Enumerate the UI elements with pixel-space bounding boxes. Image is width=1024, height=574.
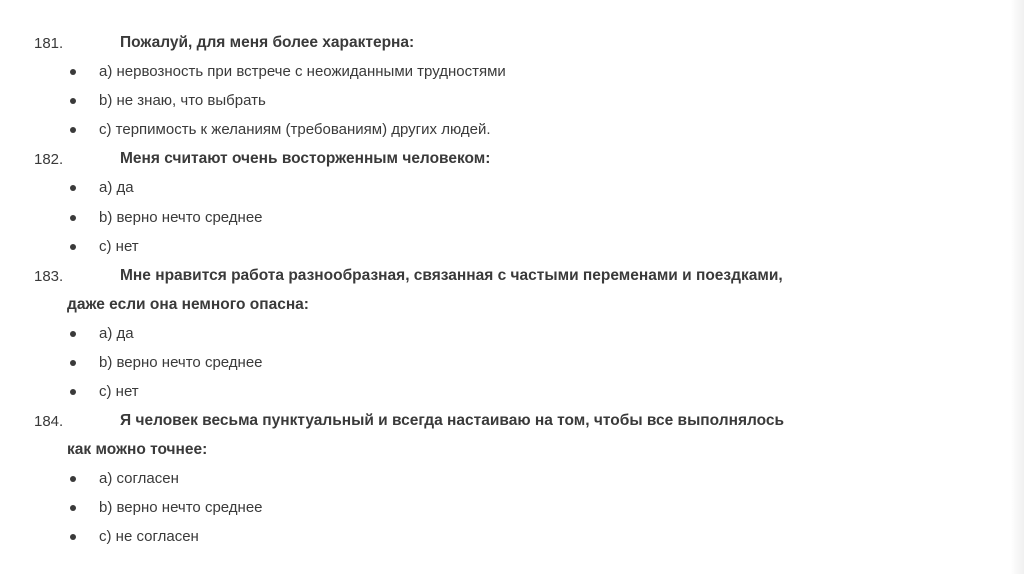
bullet-icon xyxy=(70,98,76,104)
answer-option xyxy=(68,528,199,545)
question-text: Пожалуй, для меня более характерна: xyxy=(120,34,415,51)
bullet-icon xyxy=(70,534,76,540)
answer-option xyxy=(68,209,263,226)
bullet-icon xyxy=(70,505,76,511)
answer-option-label: а) нервозность при встрече с неожиданными трудностями xyxy=(99,63,506,80)
bullet-icon xyxy=(70,185,76,191)
question-number: 184. xyxy=(34,413,64,430)
answer-option xyxy=(68,383,139,400)
bullet-icon xyxy=(70,244,76,250)
answer-option-label: а) да xyxy=(99,179,134,196)
slide-edge-shadow xyxy=(1010,0,1024,574)
answer-option xyxy=(68,238,139,255)
answer-option xyxy=(68,354,263,371)
answer-option-label: с) терпимость к желаниям (требованиям) других людей. xyxy=(99,121,491,138)
answer-option-label: а) да xyxy=(99,325,134,342)
bullet-icon xyxy=(70,360,76,366)
bullet-icon xyxy=(70,215,76,221)
question-number: 182. xyxy=(34,151,64,168)
question-text-continuation: даже если она немного опасна: xyxy=(67,296,309,313)
answer-option-label: b) не знаю, что выбрать xyxy=(99,92,266,109)
answer-option-label: b) верно нечто среднее xyxy=(99,354,263,371)
answer-option xyxy=(68,325,134,342)
question-text-continuation: как можно точнее: xyxy=(67,441,208,458)
bullet-icon xyxy=(70,476,76,482)
answer-option-label: с) нет xyxy=(99,383,139,400)
answer-option xyxy=(68,470,179,487)
answer-option-label: с) не согласен xyxy=(99,528,199,545)
answer-option xyxy=(68,63,506,80)
bullet-icon xyxy=(70,331,76,337)
answer-option xyxy=(68,499,263,516)
bullet-icon xyxy=(70,69,76,75)
question-text: Меня считают очень восторженным человеком: xyxy=(120,150,491,167)
question-text: Я человек весьма пунктуальный и всегда настаиваю на том, чтобы все выполнялось xyxy=(120,412,785,429)
question-number: 183. xyxy=(34,268,64,285)
bullet-icon xyxy=(70,127,76,133)
answer-option-label: а) согласен xyxy=(99,470,179,487)
answer-option xyxy=(68,121,491,138)
answer-option-label: b) верно нечто среднее xyxy=(99,499,263,516)
answer-option xyxy=(68,92,266,109)
answer-option-label: с) нет xyxy=(99,238,139,255)
question-text: Мне нравится работа разнообразная, связанная с частыми переменами и поездками, xyxy=(120,267,783,284)
answer-option-label: b) верно нечто среднее xyxy=(99,209,263,226)
question-number: 181. xyxy=(34,35,64,52)
answer-option xyxy=(68,179,134,196)
bullet-icon xyxy=(70,389,76,395)
